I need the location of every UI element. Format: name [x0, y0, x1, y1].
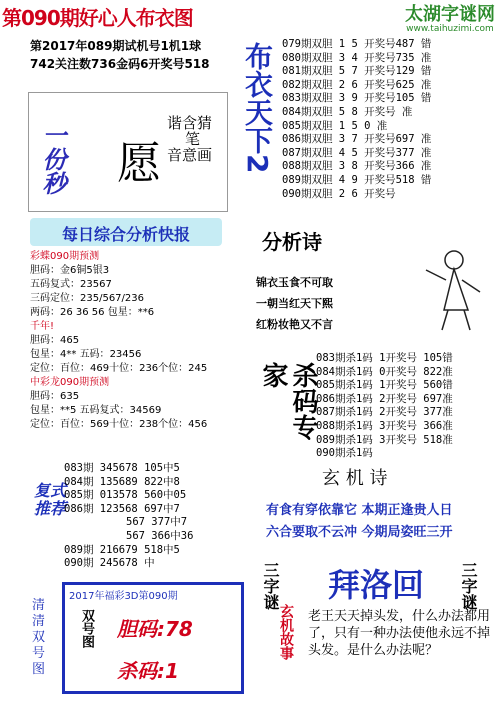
table-row: 567 366中36 — [126, 529, 194, 542]
figure-illustration — [412, 230, 492, 340]
kill-code-table — [316, 352, 496, 461]
analysis-dan2: 胆码：465 — [30, 335, 80, 346]
fucai-dan-code: 胆码:78 — [117, 617, 193, 641]
period-info-line1: 第2017年089期试机号1机1球 — [30, 39, 202, 53]
table-row: 084期杀1码 0开奖号 822准 — [316, 365, 453, 378]
fucai-kill-code: 杀码:1 — [117, 659, 179, 683]
double-number-label: 清清双号图 — [32, 598, 46, 677]
analysis-dingwei3: 定位：百位：569十位：238个位：456 — [30, 419, 208, 430]
fucai-side-label: 双号图 — [79, 609, 94, 648]
period-info — [30, 37, 262, 73]
side-calligraphy: 一份秒 — [38, 123, 66, 195]
table-row: 089期杀1码 3开奖号 518准 — [316, 433, 453, 446]
table-row: 090期 245678 中 — [64, 557, 155, 570]
table-row: 083期杀1码 1开奖号 105错 — [316, 352, 453, 364]
analysis-section-title: 彩蝶090期预测 — [30, 251, 100, 262]
analysis-section-title: 中彩龙090期预测 — [30, 377, 110, 388]
analysis-liangma: 两码：26 36 56 包星：**6 — [30, 307, 155, 318]
title-bar — [0, 0, 268, 30]
fucai-3d-box — [62, 582, 244, 694]
hint-char: 意 — [182, 146, 198, 164]
riddle-left-label: 三字谜 — [261, 562, 280, 610]
hint-char: 画 — [197, 146, 213, 164]
three-char-riddle — [258, 560, 496, 720]
mystery-poem-panel — [262, 462, 496, 554]
kill-code-label: 杀码专家 — [258, 362, 318, 440]
mystery-poem-line: 有食有穿依靠它 本期正逢贵人日 — [266, 503, 453, 518]
analysis-panel — [30, 250, 262, 432]
main-riddle-box — [28, 92, 228, 212]
table-row: 086期杀1码 2开奖号 697准 — [316, 392, 453, 405]
analysis-poem — [252, 220, 496, 348]
table-row: 088期杀1码 3开奖号 366准 — [316, 419, 453, 432]
table-row: 089期 216679 518中5 — [64, 543, 180, 556]
table-row: 085期 013578 560中05 — [64, 489, 187, 502]
poem-lines — [256, 272, 406, 335]
logo-text: 太湖字谜网 — [405, 4, 495, 25]
compound-table — [64, 462, 252, 571]
table-row: 083期双胆 3 9 开奖号105 错 — [282, 92, 432, 105]
riddle-title: 拜洛回 — [327, 566, 424, 604]
table-row: 085期双胆 1 5 0 准 — [282, 119, 388, 132]
riddle-right-label: 三字谜 — [459, 562, 478, 610]
table-row: 567 377中7 — [126, 516, 188, 529]
fucai-header: 2017年福彩3D第090期 — [69, 591, 178, 602]
hint-char: 猜 — [197, 114, 213, 132]
logo-url: www.taihuzimi.com — [406, 24, 494, 34]
mystery-poem-title: 玄 机 诗 — [322, 468, 388, 489]
budi-column — [240, 42, 274, 202]
table-row: 087期双胆 4 5 开奖号377 准 — [282, 146, 432, 159]
table-row: 082期双胆 2 6 开奖号625 准 — [282, 78, 432, 91]
poem-line: 一朝当红天下熙 — [256, 297, 333, 310]
table-row: 080期双胆 3 4 开奖号735 准 — [282, 51, 432, 64]
table-row: 087期杀1码 2开奖号 377准 — [316, 406, 453, 419]
poem-line: 锦衣玉食不可取 — [256, 276, 333, 289]
analysis-sanma: 三码定位：235/567/236 — [30, 293, 144, 304]
poem-title: 分析诗 — [262, 230, 322, 254]
table-row: 088期双胆 3 8 开奖号366 准 — [282, 160, 432, 173]
riddle-side-label: 玄机故事 — [278, 604, 294, 660]
banner-text: 每日综合分析快报 — [61, 225, 190, 244]
kill-code-panel — [252, 352, 496, 462]
page-title: 第090期好心人布衣图 — [2, 6, 193, 30]
site-logo[interactable] — [400, 0, 500, 42]
hint-char: 含 — [182, 114, 198, 132]
table-row: 081期双胆 5 7 开奖号129 错 — [282, 65, 432, 78]
hint-char: 谐 — [167, 114, 183, 132]
hint-characters — [167, 115, 227, 163]
compound-recommend-panel — [30, 462, 252, 580]
compound-recommend-label: 复式推荐 — [34, 481, 67, 518]
poem-line: 红粉妆艳又不言 — [256, 318, 333, 331]
period-info-line2: 742关注数736金码6开奖号518 — [30, 57, 210, 71]
big-character: 愿 — [117, 138, 161, 189]
analysis-baoxing: 包星：4** 五码：23456 — [30, 349, 142, 360]
table-row: 090期双胆 2 6 开奖号 — [282, 187, 396, 200]
daily-analysis-banner — [30, 218, 222, 246]
analysis-dan3: 胆码：635 — [30, 391, 80, 402]
table-row: 090期杀1码 — [316, 447, 373, 460]
analysis-qiannian: 千年! — [30, 321, 55, 332]
analysis-dingwei: 定位：百位：469十位：236个位：245 — [30, 363, 208, 374]
table-row: 086期双胆 3 7 开奖号697 准 — [282, 133, 432, 146]
table-row: 086期 123568 697中7 — [64, 502, 180, 515]
mystery-poem-lines — [266, 500, 496, 544]
mystery-poem-line: 六合要取不云冲 今期局姿旺三开 — [266, 525, 453, 540]
analysis-baoxing3: 包星：**5 五码复式：34569 — [30, 405, 162, 416]
table-row: 085期杀1码 1开奖号 560错 — [316, 379, 453, 392]
table-row: 084期双胆 5 8 开奖号 准 — [282, 105, 413, 118]
analysis-dan: 胆码：金6铜5银3 — [30, 265, 110, 276]
hint-char: 笔 — [185, 130, 201, 148]
table-row: 089期双胆 4 9 开奖号518 错 — [282, 173, 432, 186]
table-row: 084期 135689 822中8 — [64, 475, 180, 488]
double-dan-table — [282, 38, 494, 201]
riddle-text: 老王天天掉头发，什么办法都用了，只有一种办法使他永远不掉头发。是什么办法呢？ — [308, 609, 491, 658]
budi-text: 布衣天下2 — [241, 42, 274, 174]
analysis-wuma: 五码复式：23567 — [30, 279, 112, 290]
table-row: 083期 345678 105中5 — [64, 462, 180, 474]
table-row: 079期双胆 1 5 开奖号487 错 — [282, 38, 432, 50]
hint-char: 音 — [167, 146, 183, 164]
